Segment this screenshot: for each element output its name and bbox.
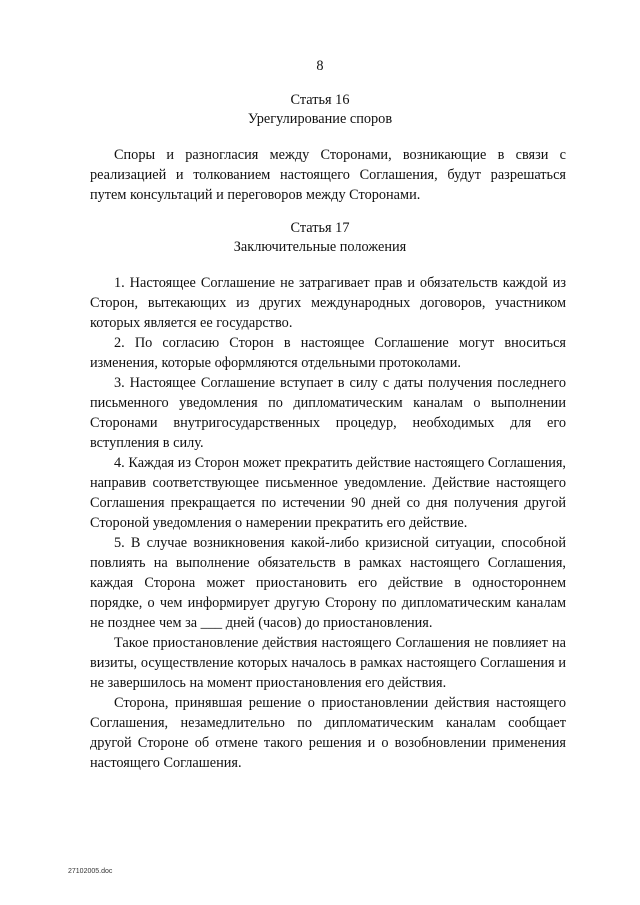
article-16-paragraph: Споры и разногласия между Сторонами, возникающие в связи с реализацией и толкованием настоящего Соглашения, будут разрешаться путем консультаций и переговоров между Сторонами. — [90, 147, 566, 203]
page-number: 8 — [316, 58, 324, 74]
article-16-body — [90, 145, 566, 205]
article-17-paragraph-5-final: Сторона, принявшая решение о приостановлении действия настоящего Соглашения, незамедлительно по дипломатическим каналам сообщает другой Стороне об отмене такого решения и о возобновлении применения настоящего Соглашения. — [90, 695, 566, 771]
article-17-subtitle: Заключительные положения — [233, 239, 407, 255]
article-17-paragraph-5-continued: Такое приостановление действия настоящего Соглашения не повлияет на визиты, осуществление которых началось в рамках настоящего Соглашения и не завершилось на момент приостановления его действия. — [90, 635, 566, 691]
article-17-body — [90, 273, 566, 773]
article-17-paragraph-1: 1. Настоящее Соглашение не затрагивает прав и обязательств каждой из Сторон, вытекающих из других международных договоров, участником которых является ее государство. — [90, 275, 566, 331]
article-17-paragraph-3: 3. Настоящее Соглашение вступает в силу с даты получения последнего письменного уведомления по дипломатическим каналам о выполнении Сторонами внутригосударственных процедур, необходимых для его вступления в силу. — [90, 375, 566, 451]
article-16-title: Статья 16 — [290, 92, 350, 108]
article-17-paragraph-2: 2. По согласию Сторон в настоящее Соглашение могут вноситься изменения, которые оформляются отдельными протоколами. — [90, 335, 566, 371]
article-17-paragraph-5: 5. В случае возникновения какой-либо кризисной ситуации, способной повлиять на выполнение обязательств в рамках настоящего Соглашения, каждая Сторона может приостановить его действие в одностороннем порядке, о чем информирует другую Сторону по дипломатическим каналам не позднее чем за ___ дней (часов) до приостановления. — [90, 535, 566, 631]
article-16-subtitle: Урегулирование споров — [247, 111, 393, 127]
footer-filename: 27102005.doc — [68, 868, 113, 875]
article-17-paragraph-4: 4. Каждая из Сторон может прекратить действие настоящего Соглашения, направив соответствующее письменное уведомление. Действие настоящего Соглашения прекращается по истечении 90 дней со дня получения другой Стороной уведомления о намерении прекратить его действие. — [90, 455, 566, 531]
article-17-title: Статья 17 — [290, 220, 350, 236]
